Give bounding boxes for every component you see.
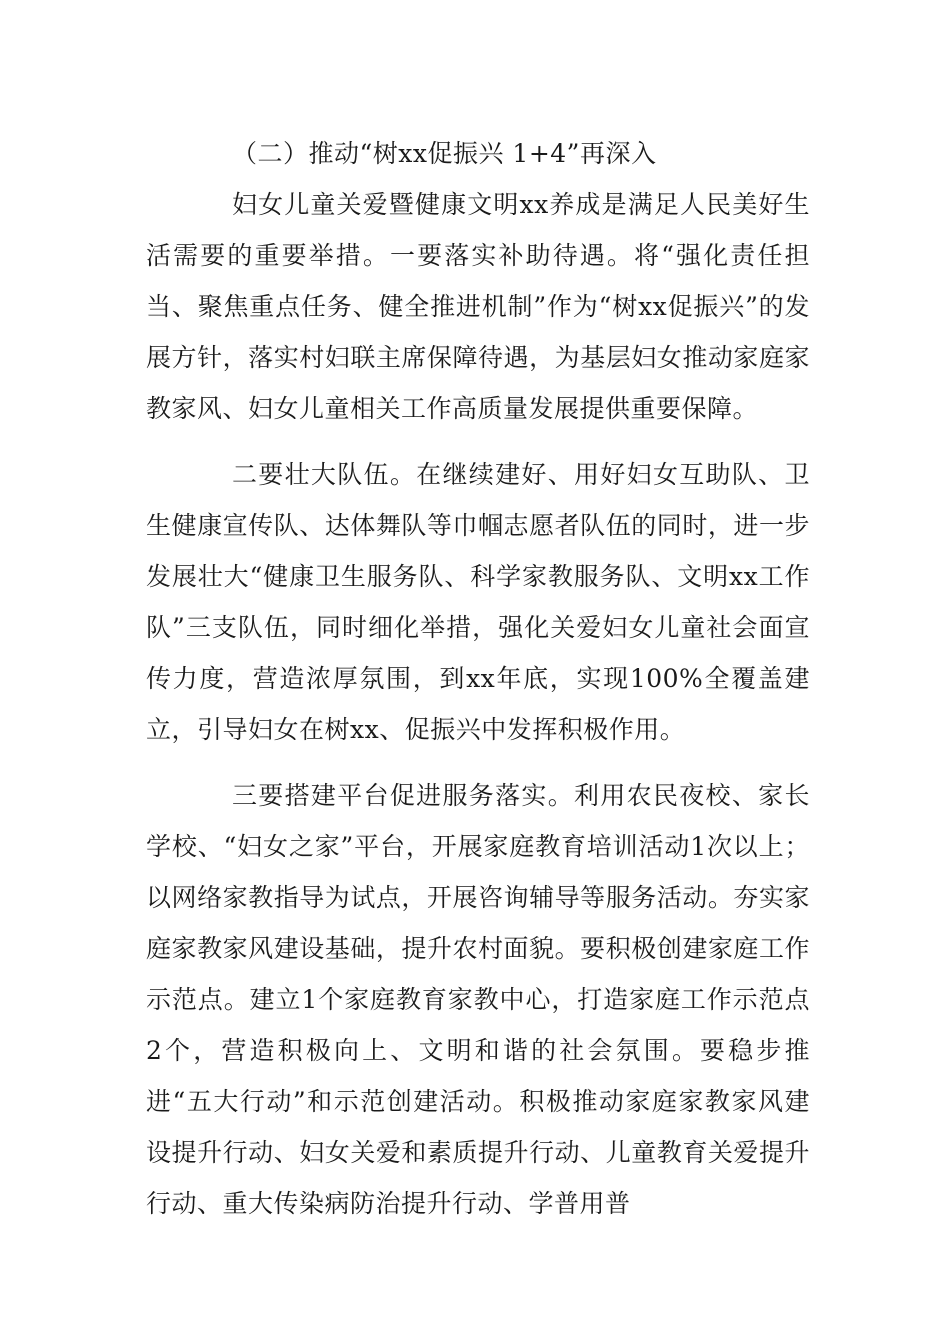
paragraph-3: 三要搭建平台促进服务落实。利用农民夜校、家长学校、“妇女之家”平台，开展家庭教育培训活动1次以上；以网络家教指导为试点，开展咨询辅导等服务活动。夯实家庭家教家风建设基础，提升农村面貌。要积极创建家庭工作示范点。建立1个家庭教育家教中心，打造家庭工作示范点2个，营造积极向上、文明和谐的社会氛围。要稳步推进“五大行动”和示范创建活动。积极推动家庭家教家风建设提升行动、妇女关爱和素质提升行动、儿童教育关爱提升行动、重大传染病防治提升行动、学普用普 bbox=[146, 781, 810, 1218]
section-heading: （二）推动“树xx促振兴 1+4”再深入 bbox=[232, 139, 657, 168]
paragraph-gap bbox=[146, 755, 810, 770]
paragraph-1: 妇女儿童关爱暨健康文明xx养成是满足人民美好生活需要的重要举措。一要落实补助待遇。将“强化责任担当、聚焦重点任务、健全推进机制”作为“树xx促振兴”的发展方针，落实村妇联主席保障待遇，为基层妇女推动家庭家教家风、妇女儿童相关工作高质量发展提供重要保障。 bbox=[146, 190, 810, 423]
paragraph-gap bbox=[146, 434, 810, 449]
document-body bbox=[146, 128, 810, 1229]
paragraph-2: 二要壮大队伍。在继续建好、用好妇女互助队、卫生健康宣传队、达体舞队等巾帼志愿者队伍的同时，进一步发展壮大“健康卫生服务队、科学家教服务队、文明xx工作队”三支队伍，同时细化举措，强化关爱妇女儿童社会面宣传力度，营造浓厚氛围，到xx年底，实现100%全覆盖建立，引导妇女在树xx、促振兴中发挥积极作用。 bbox=[146, 460, 810, 744]
